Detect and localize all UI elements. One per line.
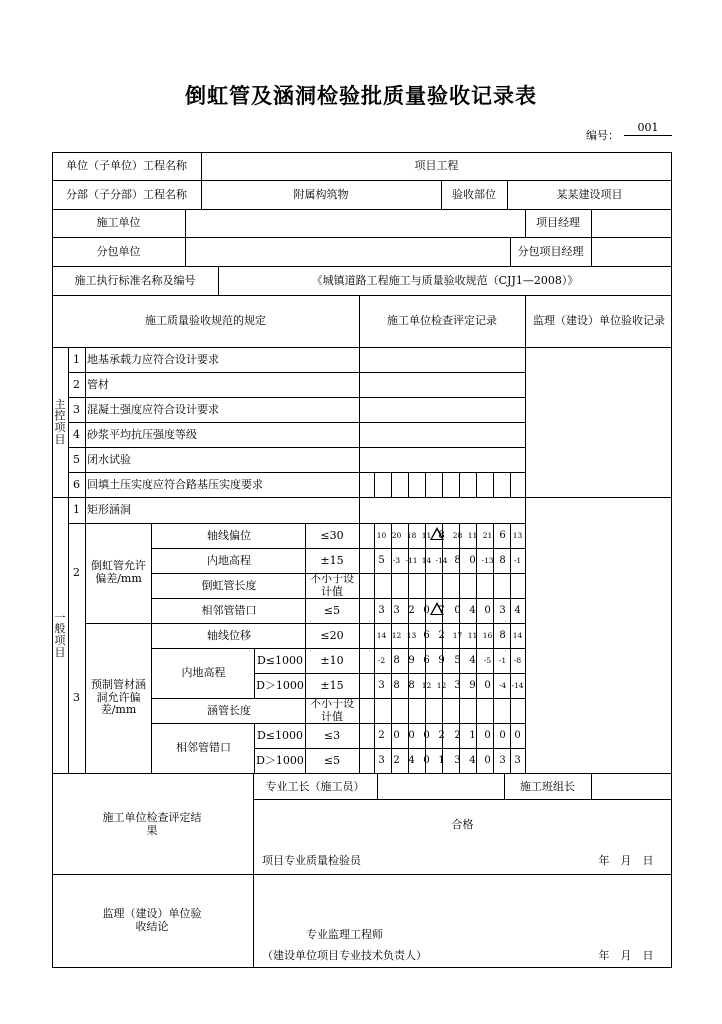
measured-value: 0 <box>423 730 430 742</box>
main-item-number: 6 <box>73 477 80 491</box>
contractor-result-label: 施工单位检查评定结果 <box>102 810 202 837</box>
standard-label: 施工执行标准名称及编号 <box>74 273 196 287</box>
measured-value: 0 <box>484 730 491 742</box>
measured-value: -3 <box>392 555 401 565</box>
measured-value: 13 <box>406 630 417 640</box>
measured-value: 3 <box>393 605 400 617</box>
acceptance-part-label: 验收部位 <box>452 187 496 201</box>
tolerance-limit: ≤30 <box>320 528 344 542</box>
main-control-label: 主控项目 <box>54 397 66 446</box>
measured-value: 5 <box>454 655 461 667</box>
main-item-number: 2 <box>73 377 80 391</box>
measured-value: -14 <box>435 555 448 565</box>
grid-line <box>374 472 375 497</box>
measured-value: 12 <box>391 630 402 640</box>
grid-line <box>459 472 460 497</box>
tolerance-item-name: 相邻管错口 <box>201 603 257 617</box>
measured-value: -1 <box>498 655 507 665</box>
main-item-text: 混凝土强度应符合设计要求 <box>87 402 219 416</box>
contractor-value[interactable] <box>185 210 525 237</box>
measured-value: 4 <box>469 755 476 767</box>
inspection-date: 年 月 日 <box>598 853 654 867</box>
spec-column-header: 施工质量验收规范的规定 <box>145 314 266 328</box>
sub-project-manager-label: 分包项目经理 <box>517 244 584 258</box>
main-item-number: 4 <box>73 427 80 441</box>
main-item-text: 管材 <box>87 377 109 391</box>
main-item-number: 1 <box>73 352 80 366</box>
tolerance-limit: ±10 <box>320 653 344 667</box>
general-item-text: 预制管材涵洞允许偏差/mm <box>91 678 146 717</box>
tolerance-item-name: 轴线偏位 <box>207 528 251 542</box>
tolerance-subclass: D≤1000 <box>256 728 304 742</box>
measured-value: 4 <box>514 605 521 617</box>
measured-value: 0 <box>423 605 430 617</box>
measured-value: 2 <box>438 730 445 742</box>
measured-value: 8 <box>499 555 506 567</box>
measured-value: 4 <box>408 755 415 767</box>
general-item-number: 3 <box>73 690 80 704</box>
tolerance-limit: 不小于设计值 <box>310 697 354 723</box>
tolerance-subclass: D≤1000 <box>256 653 304 667</box>
measured-value: 0 <box>469 555 476 567</box>
measured-value: 7 <box>438 605 445 617</box>
page-title: 倒虹管及涵洞检验批质量验收记录表 <box>185 83 537 108</box>
measured-value: 17 <box>452 630 463 640</box>
measured-value: 13 <box>512 530 523 540</box>
acceptance-part-value: 某某建设项目 <box>556 187 623 201</box>
measured-value: 3 <box>454 755 461 767</box>
doc-number-label: 编号： <box>586 129 619 142</box>
tolerance-limit: ≤3 <box>323 728 341 742</box>
measured-value: 8 <box>408 680 415 692</box>
inspector-label: 项目专业质量检验员 <box>262 853 361 867</box>
measured-value: -11 <box>405 555 418 565</box>
grid-line <box>253 773 254 967</box>
supervisor-conclusion-label: 监理（建设）单位验收结论 <box>102 907 202 933</box>
tolerance-limit: ≤5 <box>323 753 341 767</box>
subcontractor-label: 分包单位 <box>96 244 141 258</box>
measured-value: 14 <box>421 555 432 565</box>
grid-line <box>253 799 672 800</box>
measured-value: 11 <box>467 530 478 540</box>
tolerance-item-name: 倒虹管长度 <box>201 578 257 592</box>
tolerance-limit: ±15 <box>320 553 344 567</box>
unit-project-value: 项目工程 <box>414 159 459 173</box>
measured-value: 0 <box>408 730 415 742</box>
grid-line <box>408 472 409 497</box>
general-item-text: 倒虹管允许偏差/mm <box>91 559 146 585</box>
measured-value: 18 <box>406 530 417 540</box>
measured-value: 6 <box>499 530 506 542</box>
main-item-text: 闭水试验 <box>87 452 131 466</box>
sub-project-value: 附属构筑物 <box>293 187 349 201</box>
measured-value: 9 <box>469 680 476 692</box>
measured-value: 6 <box>423 655 430 667</box>
measured-value: 1 <box>438 755 445 767</box>
measured-value: 28 <box>452 530 463 540</box>
project-manager-value[interactable] <box>591 210 672 237</box>
measured-value: 2 <box>408 605 415 617</box>
grid-line <box>425 472 426 497</box>
grid-line <box>391 472 392 497</box>
general-item-number: 1 <box>73 503 80 517</box>
measured-value: 8 <box>438 530 445 542</box>
main-item-number: 5 <box>73 452 80 466</box>
measured-value: 16 <box>482 630 493 640</box>
general-item-text: 矩形涵洞 <box>87 503 131 517</box>
tolerance-item-name: 轴线位移 <box>207 628 251 642</box>
tolerance-item-name: 内地高程 <box>207 553 251 567</box>
measured-value: 8 <box>393 680 400 692</box>
measured-value: 14 <box>376 630 387 640</box>
measured-value: 4 <box>469 605 476 617</box>
sub-project-manager-value[interactable] <box>591 238 672 266</box>
tolerance-limit: 不小于设计值 <box>310 572 354 598</box>
grid-line <box>442 472 443 497</box>
main-item-text: 砂浆平均抗压强度等级 <box>87 427 197 441</box>
tolerance-item-name: 相邻管错口 <box>176 741 231 755</box>
grid-line <box>510 472 511 497</box>
foreman-value[interactable] <box>377 775 504 799</box>
measured-value: 8 <box>499 630 506 642</box>
measured-value: -2 <box>377 655 386 665</box>
tolerance-limit: ≤20 <box>320 628 344 642</box>
measured-value: 2 <box>378 730 385 742</box>
measured-value: 3 <box>454 680 461 692</box>
measured-value: 9 <box>408 655 415 667</box>
supervisor-record-column-header: 监理（建设）单位验收记录 <box>533 314 665 328</box>
standard-value: 《城镇道路工程施工与质量验收规范（CJJ1—2008）》 <box>311 273 579 287</box>
measured-value: 3 <box>378 755 385 767</box>
inspection-result: 合格 <box>451 817 474 831</box>
measured-value: 3 <box>378 680 385 692</box>
measured-value: 12 <box>436 680 447 690</box>
measured-value: 1 <box>469 730 476 742</box>
supervisor-engineer-label: 专业监理工程师 <box>306 927 383 941</box>
measured-value: 21 <box>482 530 493 540</box>
measured-value: 0 <box>499 730 506 742</box>
measured-value: 3 <box>499 605 506 617</box>
tolerance-item-name: 涵管长度 <box>207 703 251 717</box>
tolerance-item-name: 内地高程 <box>181 666 226 680</box>
subcontractor-value[interactable] <box>185 238 510 266</box>
main-item-text: 地基承载力应符合设计要求 <box>87 352 219 366</box>
measured-value: 4 <box>469 655 476 667</box>
grid-line <box>52 773 672 774</box>
measured-value: -5 <box>483 655 492 665</box>
measured-value: 0 <box>423 755 430 767</box>
measured-value: -14 <box>511 680 524 690</box>
measured-value: 11 <box>467 630 478 640</box>
tolerance-subclass: D＞1000 <box>256 753 304 767</box>
team-leader-value[interactable] <box>591 775 672 799</box>
grid-line <box>525 295 526 773</box>
doc-number-value: 001 <box>624 121 672 136</box>
measured-value: 14 <box>512 630 523 640</box>
measured-value: 12 <box>421 680 432 690</box>
measured-value: 10 <box>376 530 387 540</box>
unit-project-label: 单位（子单位）工程名称 <box>66 159 187 173</box>
measured-value: 6 <box>423 630 430 642</box>
measured-value: -4 <box>498 680 507 690</box>
general-items-label: 一般项目 <box>54 610 66 659</box>
tolerance-limit: ±15 <box>320 678 344 692</box>
measured-value: -13 <box>481 555 494 565</box>
measured-value: -8 <box>513 655 522 665</box>
measured-value: 2 <box>454 730 461 742</box>
measured-value: 0 <box>514 730 521 742</box>
sub-project-label: 分部（子分部）工程名称 <box>66 187 187 201</box>
tolerance-subclass: D＞1000 <box>256 678 304 692</box>
measured-value: 3 <box>378 605 385 617</box>
grid-line <box>359 523 360 773</box>
supervisor-date: 年 月 日 <box>598 948 654 962</box>
project-manager-label: 项目经理 <box>536 216 580 230</box>
measured-value: 2 <box>393 755 400 767</box>
measured-value: 0 <box>484 755 491 767</box>
measured-value: 9 <box>438 655 445 667</box>
measured-value: 3 <box>514 755 521 767</box>
measured-value: 0 <box>484 605 491 617</box>
measured-value: 8 <box>393 655 400 667</box>
contractor-label: 施工单位 <box>96 216 141 230</box>
team-leader-label: 施工班组长 <box>520 779 575 793</box>
grid-line <box>493 472 494 497</box>
measured-value: 11 <box>421 530 432 540</box>
owner-rep-label: （建设单位项目专业技术负责人） <box>262 948 427 962</box>
measured-value: 0 <box>484 680 491 692</box>
measured-value: 2 <box>438 630 445 642</box>
general-item-number: 2 <box>73 565 80 579</box>
main-item-number: 3 <box>73 402 80 416</box>
measured-value: 5 <box>378 555 385 567</box>
tolerance-limit: ≤5 <box>323 603 341 617</box>
measured-value: 0 <box>454 605 461 617</box>
measured-value: 0 <box>393 730 400 742</box>
grid-line <box>476 472 477 497</box>
contractor-record-column-header: 施工单位检查评定记录 <box>387 314 497 328</box>
main-item-text: 回填土压实度应符合路基压实度要求 <box>87 477 263 491</box>
measured-value: -1 <box>513 555 522 565</box>
measured-value: 20 <box>391 530 402 540</box>
measured-value: 8 <box>454 555 461 567</box>
measured-value: 3 <box>499 755 506 767</box>
foreman-label: 专业工长（施工员） <box>265 779 365 793</box>
